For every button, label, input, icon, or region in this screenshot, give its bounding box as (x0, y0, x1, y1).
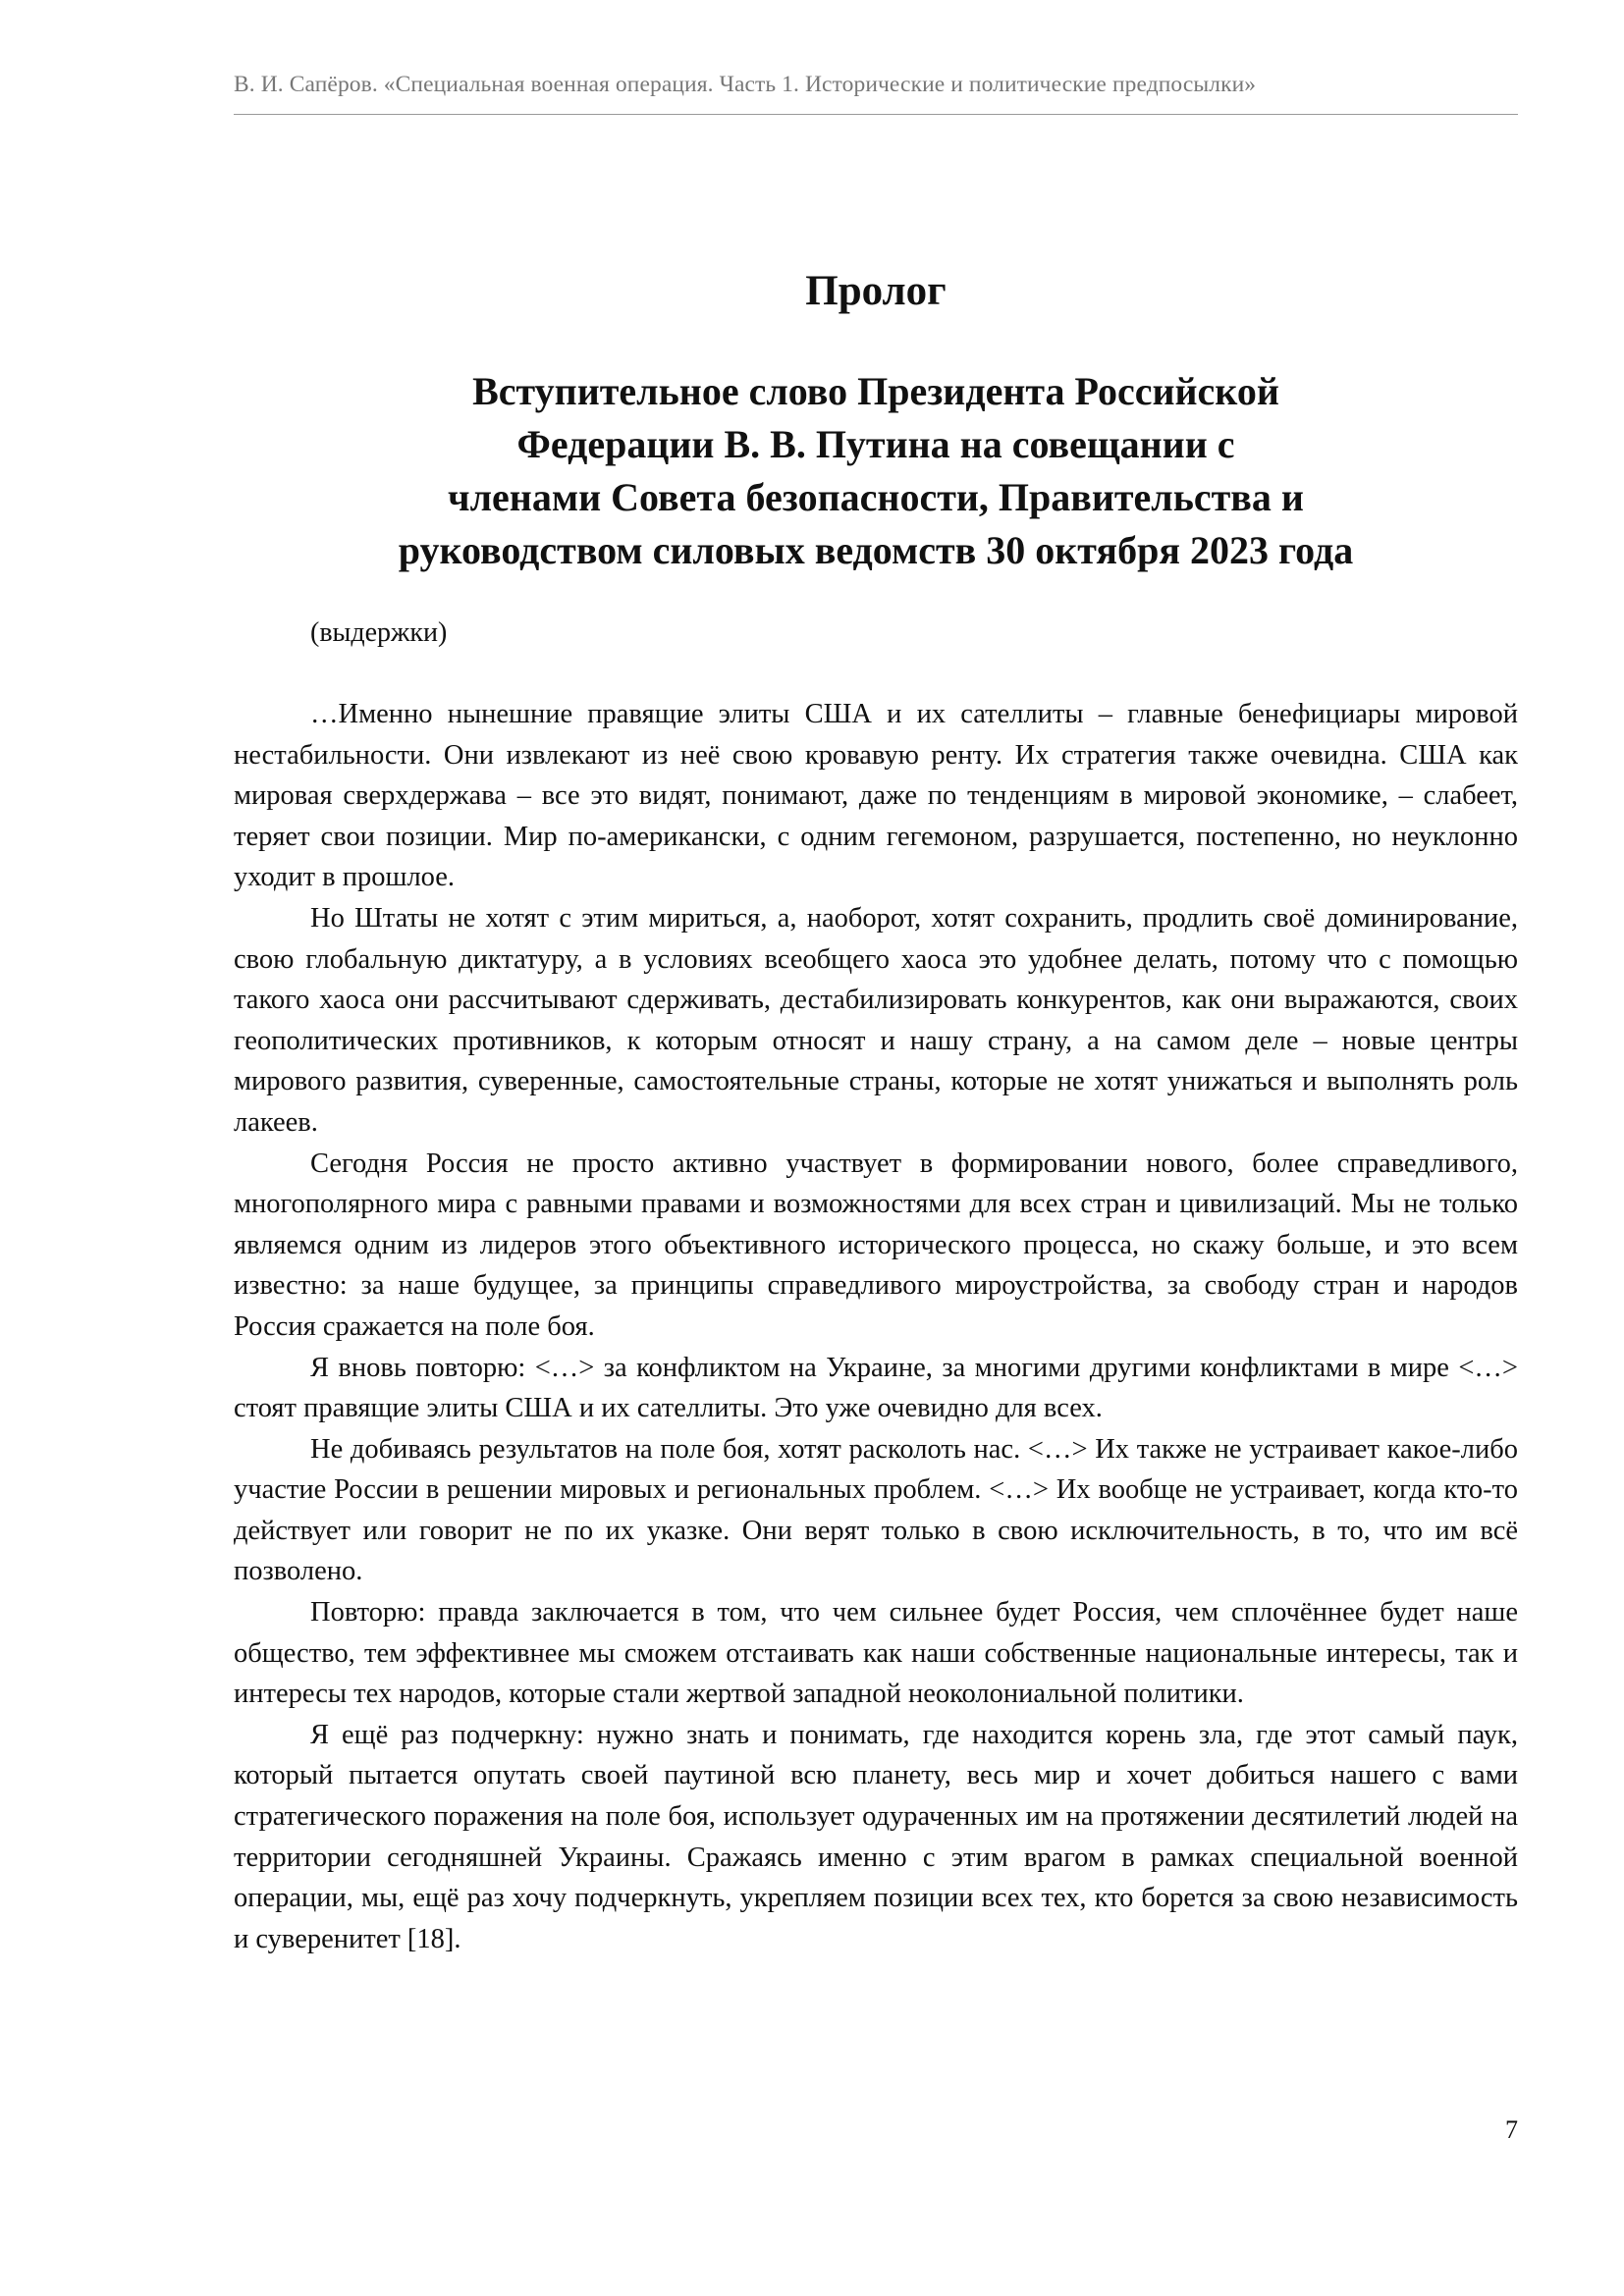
body-paragraph: Я ещё раз подчеркну: нужно знать и понимать, где находится корень зла, где этот самый паук, который пытается опутать своей паутиной всю планету, весь мир и хочет добиться нашего с вами стратегического поражения на поле боя, использует одураченных им на протяжении десятилетий людей на территории сегодняшней Украины. Сражаясь именно с этим врагом в рамках специальной военной операции, мы, ещё раз хочу подчеркнуть, укрепляем позиции всех тех, кто борется за свою независимость и суверенитет [18]. (234, 1719, 1518, 1954)
header-divider (234, 114, 1518, 115)
body-paragraph: …Именно нынешние правящие элиты США и их сателлиты – главные бенефициары мировой нестабильности. Они извлекают из неё свою кровавую ренту. Их стратегия также очевидна. США как мировая сверхдержава – все это видят, понимают, даже по тенденциям в мировой экономике, – слабеет, теряет свои позиции. Мир по-американски, с одним гегемоном, разрушается, постепенно, но неуклонно уходит в прошлое. (234, 699, 1518, 893)
subtitle-line: руководством силовых ведомств 30 октября 2023 года (398, 528, 1354, 572)
section-subtitle (234, 365, 1518, 577)
excerpt-note: (выдержки) (310, 617, 448, 648)
body-paragraph: Я вновь повторю: <…> за конфликтом на Украине, за многими другими конфликтами в мире <…> стоят правящие элиты США и их сателлиты. Это уже очевидно для всех. (234, 1352, 1518, 1424)
body-paragraph: Не добиваясь результатов на поле боя, хотят расколоть нас. <…> Их также не устраивает какое-либо участие России в решении мировых и региональных проблем. <…> Их вообще не устраивает, когда кто-то действует или говорит не по их указке. Они верят только в свою исключительность, в то, что им всё позволено. (234, 1433, 1518, 1587)
chapter-title: Пролог (805, 267, 947, 314)
body-paragraph: Повторю: правда заключается в том, что чем сильнее будет Россия, чем сплочённее будет наше общество, тем эффективнее мы сможем отстаивать как наши собственные национальные интересы, так и интересы тех народов, которые стали жертвой западной неоколониальной политики. (234, 1597, 1518, 1710)
subtitle-line: членами Совета безопасности, Правительства и (448, 475, 1304, 519)
page-number: 7 (1505, 2115, 1518, 2144)
body-text (234, 694, 1518, 1959)
subtitle-line: Вступительное слово Президента Российской (472, 369, 1279, 413)
body-paragraph: Сегодня Россия не просто активно участвует в формировании нового, более справедливого, многополярного мира с равными правами и возможностями для всех стран и цивилизаций. Мы не только являемся одним из лидеров этого объективного исторического процесса, но скажу больше, и это всем известно: за наше будущее, за принципы справедливого мироустройства, за свободу стран и народов Россия сражается на поле боя. (234, 1148, 1518, 1342)
running-header: В. И. Сапёров. «Специальная военная операция. Часть 1. Исторические и политические предпосылки» (234, 72, 1257, 97)
subtitle-line: Федерации В. В. Путина на совещании с (516, 422, 1235, 466)
body-paragraph: Но Штаты не хотят с этим мириться, а, наоборот, хотят сохранить, продлить своё доминирование, свою глобальную диктатуру, а в условиях всеобщего хаоса это удобнее делать, потому что с помощью такого хаоса они рассчитывают сдерживать, дестабилизировать конкурентов, как они выражаются, своих геополитических противников, к которым относят и нашу страну, а на самом деле – новые центры мирового развития, суверенные, самостоятельные страны, которые не хотят унижаться и выполнять роль лакеев. (234, 902, 1518, 1138)
